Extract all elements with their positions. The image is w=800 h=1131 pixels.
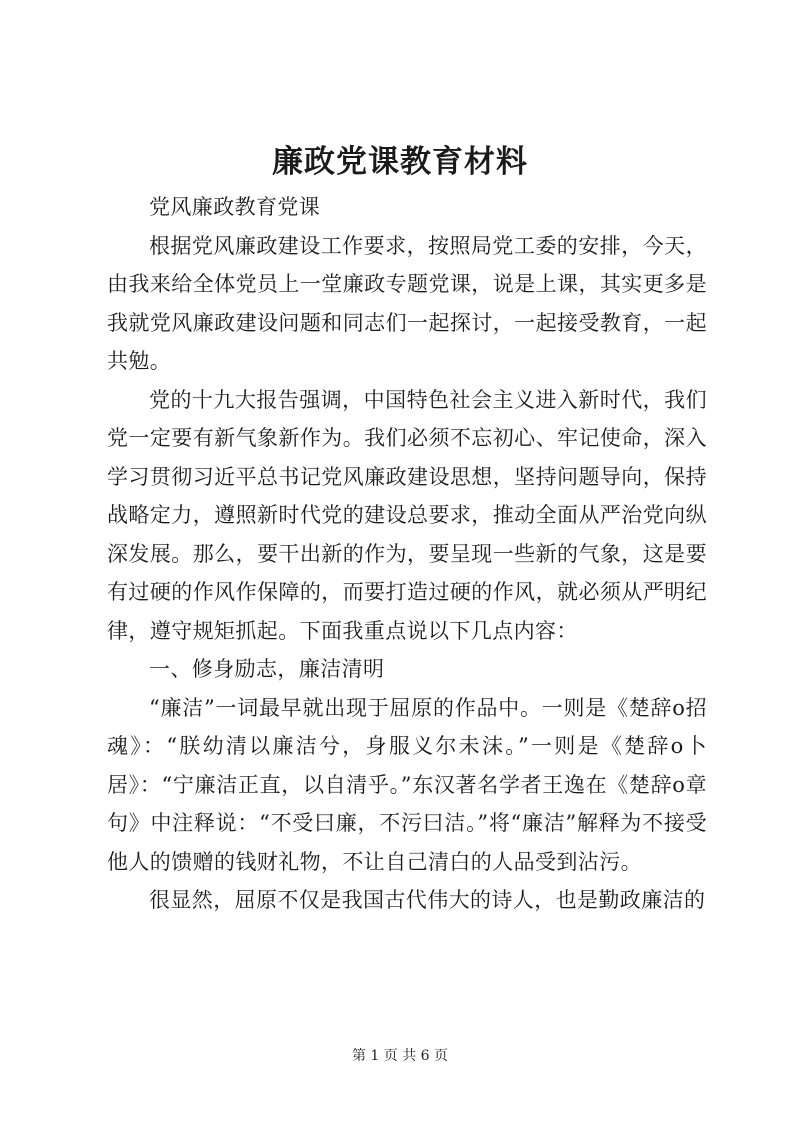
document-body (107, 188, 707, 920)
paragraph: 很显然，屈原不仅是我国古代伟大的诗人，也是勤政廉洁的 (149, 888, 706, 912)
paragraph: “廉洁”一词最早就出现于屈原的作品中。一则是《楚辞o招魂》：“朕幼清以廉洁兮，身服义尔未沫。”一则是《楚辞o卜居》：“宁廉洁正直，以自清乎。”东汉著名学者王逸在《楚辞o章句》中注释说：“不受曰廉，不污曰洁。”将“廉洁”解释为不接受他人的馈赠的钱财礼物，不让自己清白的人品受到沾污。 (107, 695, 707, 874)
document-title: 廉政党课教育材料 (272, 144, 528, 180)
paragraph: 党的十九大报告强调，中国特色社会主义进入新时代，我们党一定要有新气象新作为。我们必须不忘初心、牢记使命，深入学习贯彻习近平总书记党风廉政建设思想，坚持问题导向，保持战略定力，遵照新时代党的建设总要求，推动全面从严治党向纵深发展。那么，要干出新的作为，要呈现一些新的气象，这是要有过硬的作风作保障的，而要打造过硬的作风，就必须从严明纪律，遵守规矩抓起。下面我重点说以下几点内容： (107, 387, 707, 643)
paragraph: 根据党风廉政建设工作要求，按照局党工委的安排，今天，由我来给全体党员上一堂廉政专题党课，说是上课，其实更多是我就党风廉政建设问题和同志们一起探讨，一起接受教育，一起共勉。 (107, 233, 707, 373)
page-footer: 第 1 页 共 6 页 (351, 1048, 449, 1064)
section-subtitle: 党风廉政教育党课 (149, 195, 321, 219)
section-heading: 一、修身励志，廉洁清明 (149, 657, 385, 681)
